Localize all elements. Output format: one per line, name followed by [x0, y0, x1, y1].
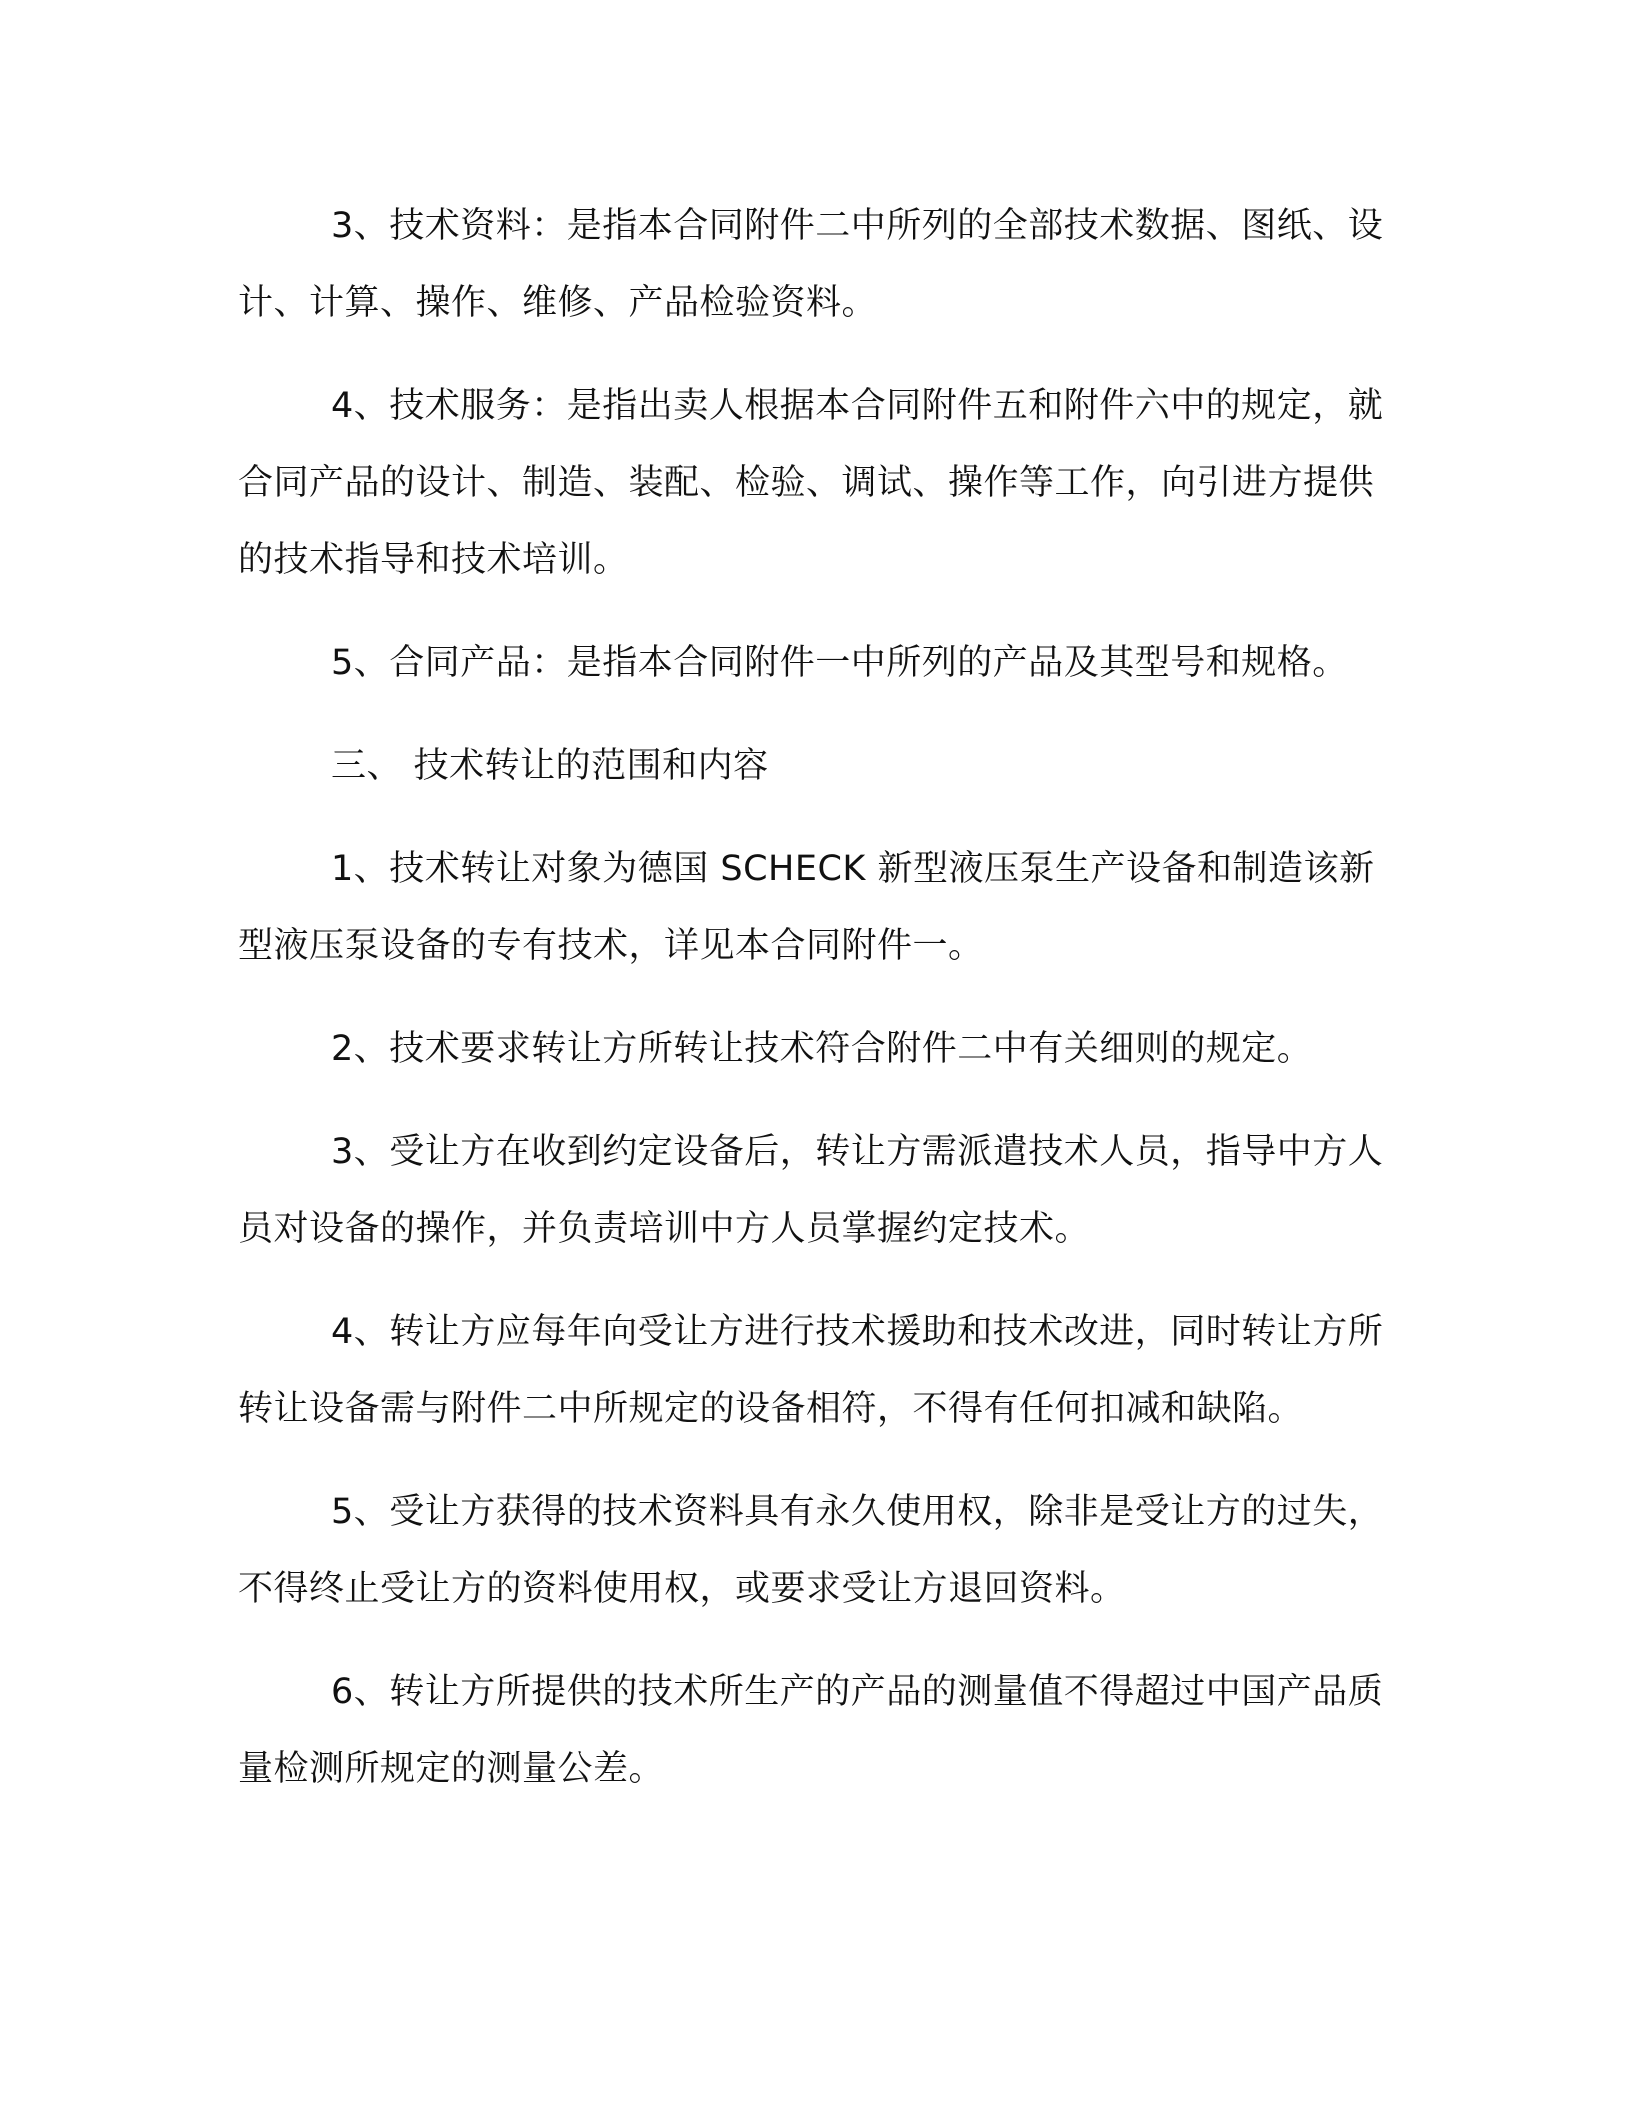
- paragraph-spacer: [238, 599, 1388, 625]
- paragraph-spacer: [238, 1448, 1388, 1474]
- paragraph-spacer: [238, 342, 1388, 368]
- document-body: [238, 188, 1388, 1808]
- paragraph-training-obligation: 3、受让方在收到约定设备后，转让方需派遣技术人员，指导中方人员对设备的操作，并负责培训中方人员掌握约定技术。: [238, 1132, 1384, 1249]
- paragraph-technical-assistance: 4、转让方应每年向受让方进行技术援助和技术改进，同时转让方所转让设备需与附件二中所规定的设备相符，不得有任何扣减和缺陷。: [238, 1312, 1384, 1429]
- paragraph-spacer: [238, 1628, 1388, 1654]
- paragraph-technical-service-definition: 4、技术服务：是指出卖人根据本合同附件五和附件六中的规定，就合同产品的设计、制造、装配、检验、调试、操作等工作，向引进方提供的技术指导和技术培训。: [238, 386, 1384, 580]
- paragraph-usage-rights: 5、受让方获得的技术资料具有永久使用权，除非是受让方的过失，不得终止受让方的资料使用权，或要求受让方退回资料。: [238, 1492, 1384, 1609]
- paragraph-spacer: [238, 985, 1388, 1011]
- paragraph-measurement-tolerance: 6、转让方所提供的技术所生产的产品的测量值不得超过中国产品质量检测所规定的测量公差。: [238, 1672, 1384, 1789]
- paragraph-spacer: [238, 805, 1388, 831]
- paragraph-contract-product-definition: 5、合同产品：是指本合同附件一中所列的产品及其型号和规格。: [331, 643, 1348, 683]
- paragraph-spacer: [238, 1268, 1388, 1294]
- paragraph-transfer-object: 1、技术转让对象为德国 SCHECK 新型液压泵生产设备和制造该新型液压泵设备的专有技术，详见本合同附件一。: [238, 849, 1375, 966]
- paragraph-technical-data-definition: 3、技术资料：是指本合同附件二中所列的全部技术数据、图纸、设计、计算、操作、维修、产品检验资料。: [238, 206, 1384, 323]
- paragraph-spacer: [238, 702, 1388, 728]
- paragraph-technical-requirements: 2、技术要求转让方所转让技术符合附件二中有关细则的规定。: [331, 1029, 1313, 1069]
- paragraph-spacer: [238, 1088, 1388, 1114]
- section-heading-transfer-scope: 三、 技术转让的范围和内容: [331, 746, 769, 786]
